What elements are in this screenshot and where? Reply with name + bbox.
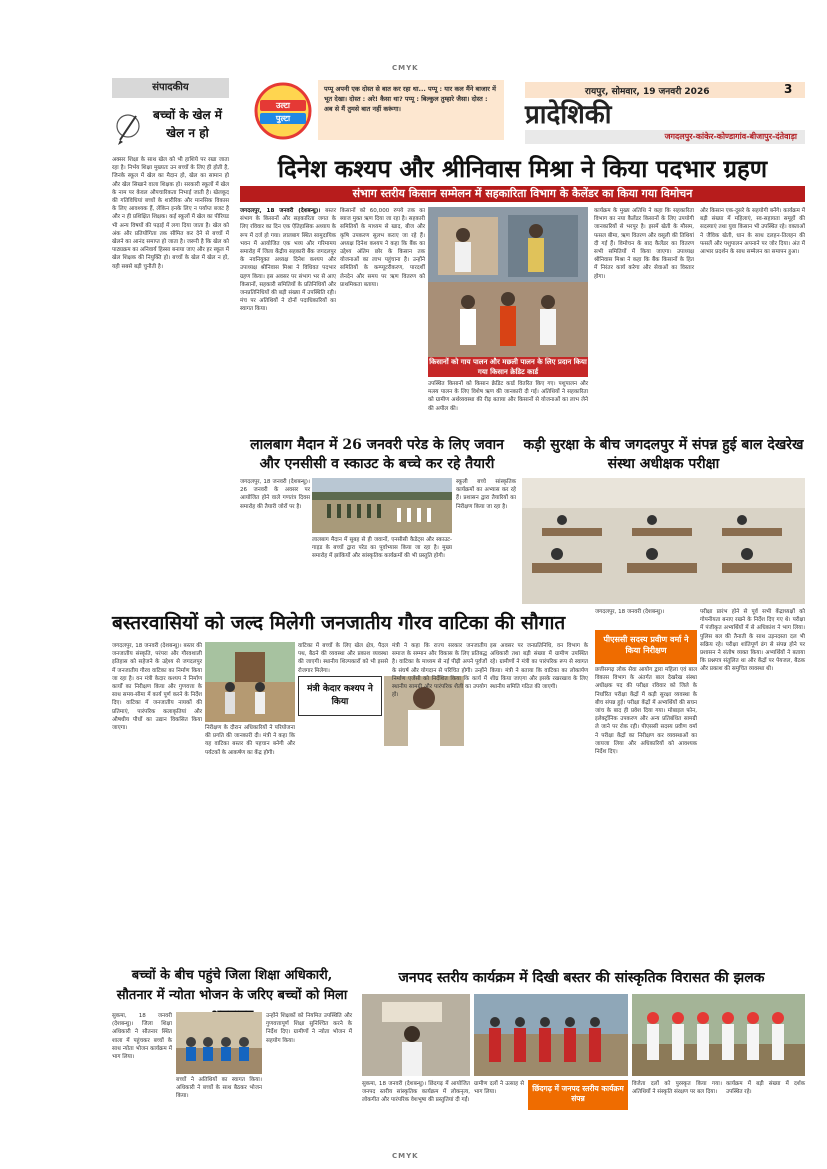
lalbagh-headline: लालबाग मैदान में 26 जनवरी परेड के लिए जवान और एनसीसी व स्काउट के बच्चे कर रहे तैयारी xyxy=(250,437,504,472)
logo-line-2: पुल्टा xyxy=(275,114,291,123)
lead-col1-text: बस्तर संभाग के किसानों और सहकारिता जगत के लिए रविवार का दिन एक ऐतिहासिक अध्याय के रूप में दर्ज हो गया। लालबाग स्थित सामुदायिक भवन में आयोजित एक भव्य और गरिमामय समारोह में जिला केंद्रीय सहकारी बैंक जगदलपुर के नवनियुक्त अध्यक्ष दिनेश कश्यप और उपाध्यक्ष श्रीनिवास मिश्रा ने विधिवत पदभार ग्रहण किया। इस अवसर पर संभाग भर से आए किसानों, सहकारी समितियों के प्रतिनिधियों और जनप्रतिनिधियों की बड़ी संख्या में उपस्थिति रही। मंच पर अतिथियों ने दोनों पदाधिकारियों का स्वागत किया। xyxy=(240,208,337,313)
bastar-column-4: मंत्री ने कहा कि राज्य सरकार जनजातीय समाज के सम्मान और विकास के लिए प्रतिबद्ध है। वाटिका के माध्यम से नई पीढ़ी अपने पूर्वजों के संघर्ष और योगदान से परिचित होगी। उन्होंने निर्माण एजेंसी को निर्देशित किया कि कार्य में स्थानीय सामग्री और पारंपरिक शैली का उपयोग हो। xyxy=(392,643,487,699)
editorial-title: बच्चों के खेल में खेल न हो xyxy=(153,108,222,140)
culture-column-2: ग्रामीण दलों ने उत्साह से भाग लिया। xyxy=(474,1081,524,1096)
education-column-2: बच्चों ने अतिथियों का स्वागत किया। अधिकारी ने बच्चों के साथ बैठकर भोजन किया। xyxy=(176,1077,262,1100)
bastar-column-5: इस अवसर पर जनप्रतिनिधि, वन विभाग के अधिकारी तथा बड़ी संख्या में ग्रामीण उपस्थित रहे। ग्रामीणों ने मंत्री का पारंपरिक रूप से स्वागत किया। मंत्री ने बताया कि वाटिका का लोकार्पण शीघ्र किया जाएगा और इसके रखरखाव के लिए स्थानीय समिति गठित की जाएगी। xyxy=(490,643,588,691)
park-inspection-photo xyxy=(205,642,295,722)
lead-dateline: जगदलपुर, 18 जनवरी (देशबन्धु)। xyxy=(240,208,321,214)
print-mark-bottom: CMYK xyxy=(392,1152,419,1160)
psc-inspection-callout: पीएससी सदस्य प्रवीण वर्मा ने किया निरीक्षण xyxy=(595,630,697,664)
parade-photo xyxy=(312,478,452,533)
lalbagh-column-3: स्कूली बच्चे सांस्कृतिक कार्यक्रमों का अभ्यास कर रहे हैं। प्रशासन द्वारा तैयारियों का निरीक्षण किया जा रहा है। xyxy=(456,479,516,510)
section-title: प्रादेशिकी xyxy=(525,100,612,130)
print-mark-top: CMYK xyxy=(392,64,419,72)
issue-date: रायपुर, सोमवार, 19 जनवरी 2026 xyxy=(585,87,710,97)
lead-photo xyxy=(428,207,588,357)
lead-subhead: संभाग स्तरीय किसान सम्मेलन में सहकारिता विभाग के कैलेंडर का किया गया विमोचन xyxy=(240,186,805,202)
education-column-3: उन्होंने शिक्षकों को नियमित उपस्थिति और गुणवत्तापूर्ण शिक्षा सुनिश्चित करने के निर्देश दिए। ग्रामीणों ने न्योता भोजन में सहयोग किया। xyxy=(266,1013,352,1044)
masthead-date-band xyxy=(525,82,805,98)
joke-teaser-box: पप्पू अपनी एक दोस्त से बात कर रहा था... पप्पू : यार कल मैंने बाजार में भूत देखा। दोस्त : अरे! कैसा था? पप्पू : बिल्कुल तुम्हारे जैसा। दोस्त : अब से मैं तुमसे बात नहीं करूंगा। xyxy=(318,80,504,140)
minister-callout: मंत्री केदार कश्यप ने किया xyxy=(298,676,382,716)
logo-line-1: उल्टा xyxy=(276,101,290,110)
bastar-headline: बस्तरवासियों को जल्द मिलेगी जनजातीय गौरव वाटिका की सौगात xyxy=(112,612,566,634)
culture-column-4: कार्यक्रम में बड़ी संख्या में दर्शक उपस्थित रहे। xyxy=(726,1081,805,1096)
bastar-column-2: निरीक्षण के दौरान अधिकारियों ने परियोजना की प्रगति की जानकारी दी। मंत्री ने कहा कि यह वाटिका बस्तर की पहचान बनेगी और पर्यटकों के आकर्षण का केंद्र होगी। xyxy=(205,725,295,756)
bastar-column-3: वाटिका में बच्चों के लिए खेल क्षेत्र, पैदल पथ, बैठने की व्यवस्था और प्रकाश व्यवस्था की जाएगी। स्थानीय शिल्पकारों को भी इससे रोजगार मिलेगा। xyxy=(298,643,388,674)
exam-dateline: जगदलपुर, 18 जनवरी (देशबन्धु)। xyxy=(595,609,665,615)
lead-headline: दिनेश कश्यप और श्रीनिवास मिश्रा ने किया पदभार ग्रहण xyxy=(277,154,768,183)
exam-headline: कड़ी सुरक्षा के बीच जगदलपुर में संपन्न हुई बाल देखरेख संस्था अधीक्षक परीक्षा xyxy=(523,437,804,472)
exam-hall-photo xyxy=(522,478,805,604)
education-headline: बच्चों के बीच पहुंचे जिला शिक्षा अधिकारी, सौतनार में न्योता भोजन के जरिए बच्चों को मिला xyxy=(116,968,348,1003)
editorial-tag: संपादकीय xyxy=(112,78,229,98)
culture-headline: जनपद स्तरीय कार्यक्रम में दिखी बस्तर की सांस्कृतिक विरासत की झलक xyxy=(398,970,765,986)
culture-column-1: सुकमा, 18 जनवरी (देशबन्धु)। छिंदगढ़ में आयोजित जनपद स्तरीय सांस्कृतिक कार्यक्रम में लोकनृत्य, लोकगीत और पारंपरिक वेशभूषा की प्रस्तुतियां दी गईं। xyxy=(362,1081,470,1104)
lead-column-4: और किसान एक-दूसरे के सहयोगी बनेंगे। कार्यक्रम में बड़ी संख्या में महिलाएं, स्व-सहायता समूहों की सदस्याएं तथा युवा किसान भी उपस्थित रहे। वक्ताओं ने जैविक खेती, धान के साथ दलहन-तिलहन की फसलें और पशुपालन अपनाने पर जोर दिया। अंत में आभार प्रदर्शन के साथ सम्मेलन का समापन हुआ। xyxy=(700,208,805,256)
bastar-column-1: जगदलपुर, 18 जनवरी (देशबन्धु)। बस्तर की जनजातीय संस्कृति, परंपरा और गौरवशाली इतिहास को सहेजने के उद्देश्य से जगदलपुर में जनजातीय गौरव वाटिका का निर्माण किया जा रहा है। वन मंत्री केदार कश्यप ने निर्माण कार्यों का निरीक्षण किया और गुणवत्ता के साथ समय-सीमा में कार्य पूर्ण करने के निर्देश दिए। वाटिका में जनजातीय नायकों की प्रतिमाएं, पारंपरिक कलाकृतियां और औषधीय पौधों का उद्यान विकसित किया जाएगा। xyxy=(112,643,202,732)
lalbagh-column-2: लालबाग मैदान में सुबह से ही जवानों, एनसीसी कैडेट्स और स्काउट-गाइड के बच्चों द्वारा परेड का पूर्वाभ्यास किया जा रहा है। मुख्य समारोह में झांकियों और सांस्कृतिक कार्यक्रमों की भी प्रस्तुति होगी। xyxy=(312,537,452,560)
culture-callout: छिंदगढ़ में जनपद स्तरीय कार्यक्रम संपन्न xyxy=(528,1080,628,1110)
lead-photo-caption: किसानों को गाय पालन और मछली पालन के लिए प्रदान किया गया किसान क्रेडिट कार्ड xyxy=(429,358,587,376)
editorial-body: अक्सर शिक्षा के साथ खेल को भी हाशिये पर रखा जाता रहा है। निर्भय शिक्षा मुख्यतः उन बच्चों के लिए ही होती है, जिनके स्कूल में खेल का मैदान हो, खेल का सामान हो और खेल सिखाने वाला शिक्षक हो। सरकारी स्कूलों में खेल के नाम पर केवल औपचारिकता निभाई जाती है। खेलकूद की गतिविधियां बच्चों के शारीरिक और मानसिक विकास के लिए आवश्यक हैं, लेकिन इनके लिए न पर्याप्त बजट है और न ही प्रशिक्षित शिक्षक। कई स्कूलों में खेल का पीरियड भी अन्य विषयों की पढ़ाई में लगा दिया जाता है। खेल को अंक और प्रतियोगिता तक सीमित कर देने से बच्चों में खेलने का आनंद समाप्त हो जाता है। जरूरी है कि खेल को पाठ्यक्रम का अनिवार्य हिस्सा बनाया जाए और हर स्कूल में खेल शिक्षक की नियुक्ति हो। बच्चों के खेल में खेल न हो, यही सबसे बड़ी चुनौती है। xyxy=(112,157,229,270)
exam-column-2: परीक्षा प्रारंभ होने से पूर्व सभी केंद्राध्यक्षों को गोपनीयता बनाए रखने के निर्देश दिए गए थे। परीक्षा में पंजीकृत अभ्यर्थियों में से अधिकांश ने भाग लिया। पुलिस बल की तैनाती के साथ उड़नदस्ता दल भी सक्रिय रहे। परीक्षा शांतिपूर्ण ढंग से संपन्न होने पर प्रशासन ने संतोष व्यक्त किया। अभ्यर्थियों ने बताया कि प्रश्नपत्र संतुलित था और केंद्रों पर पेयजल, बैठक और प्रकाश की समुचित व्यवस्था थी। xyxy=(700,609,805,673)
culture-photo-performers xyxy=(632,994,805,1076)
lead-column-2: किसानों को 60,000 रुपये तक का ब्याज मुक्त ऋण दिया जा रहा है। सहकारी समितियों के माध्यम से खाद, बीज और कृषि उपकरण सुलभ कराए जा रहे हैं। अध्यक्ष दिनेश कश्यप ने कहा कि बैंक का उद्देश्य अंतिम छोर के किसान तक योजनाओं का लाभ पहुंचाना है। उन्होंने समितियों के कम्प्यूटरीकरण, पारदर्शी लेनदेन और समय पर ऋण वितरण को प्राथमिकता बताया। xyxy=(340,208,425,288)
lalbagh-column-1: जगदलपुर, 18 जनवरी (देशबन्धु)। 26 जनवरी के अवसर पर आयोजित होने वाले गणतंत्र दिवस समारोह की तैयारी जोरों पर है। xyxy=(240,479,310,510)
culture-column-3: विजेता दलों को पुरस्कृत किया गया। अतिथियों ने संस्कृति संरक्षण पर बल दिया। xyxy=(632,1081,722,1096)
education-column-1: सुकमा, 18 जनवरी (देशबन्धु)। जिला शिक्षा अधिकारी ने सौतनार स्थित शाला में पहुंचकर बच्चों के साथ न्योता भोजन कार्यक्रम में भाग लिया। xyxy=(112,1013,172,1061)
section-subtitle: जगदलपुर-कांकेर-कोण्डागांव-बीजापुर-दंतेवाड़ा xyxy=(525,130,805,144)
lead-column-3: कार्यक्रम के मुख्य अतिथि ने कहा कि सहकारिता विभाग का नया कैलेंडर किसानों के लिए उपयोगी जानकारियों से भरपूर है। इसमें खेती के मौसम, फसल बीमा, ऋण वितरण और वसूली की तिथियां दी गई हैं। विमोचन के बाद कैलेंडर का वितरण सभी समितियों में किया जाएगा। उपाध्यक्ष श्रीनिवास मिश्रा ने कहा कि बैंक किसानों के हित में निरंतर कार्य करेगा और सेवाओं का विस्तार होगा। xyxy=(594,208,694,280)
children-meal-photo xyxy=(176,1012,262,1074)
culture-photo-dancers xyxy=(474,994,628,1076)
editorial-headline-block xyxy=(112,106,229,152)
culture-photo-left xyxy=(362,994,470,1076)
page-number: 3 xyxy=(784,82,793,96)
exam-column-1: छत्तीसगढ़ लोक सेवा आयोग द्वारा महिला एवं बाल विकास विभाग के अंतर्गत बाल देखरेख संस्था अधीक्षक पद की परीक्षा रविवार को जिले के निर्धारित परीक्षा केंद्रों में कड़ी सुरक्षा व्यवस्था के बीच संपन्न हुई। परीक्षा केंद्रों में अभ्यर्थियों की सघन जांच के बाद ही प्रवेश दिया गया। मोबाइल फोन, इलेक्ट्रॉनिक उपकरण और अन्य प्रतिबंधित सामग्री ले जाने पर रोक रही। पीएससी सदस्य प्रवीण वर्मा ने परीक्षा केंद्रों का निरीक्षण कर व्यवस्थाओं का जायजा लिया और अधिकारियों को आवश्यक निर्देश दिए। xyxy=(595,667,697,756)
lead-below-photo-text: उपस्थित किसानों को किसान क्रेडिट कार्ड वितरित किए गए। पशुपालन और मत्स्य पालन के लिए विशेष ऋण की जानकारी दी गई। अतिथियों ने सहकारिता को ग्रामीण अर्थव्यवस्था की रीढ़ बताया और किसानों से योजनाओं का लाभ लेने की अपील की। xyxy=(428,381,588,412)
lead-column-1 xyxy=(240,207,336,432)
pen-illustration-icon xyxy=(112,110,144,148)
ulta-pulta-logo xyxy=(252,82,314,140)
